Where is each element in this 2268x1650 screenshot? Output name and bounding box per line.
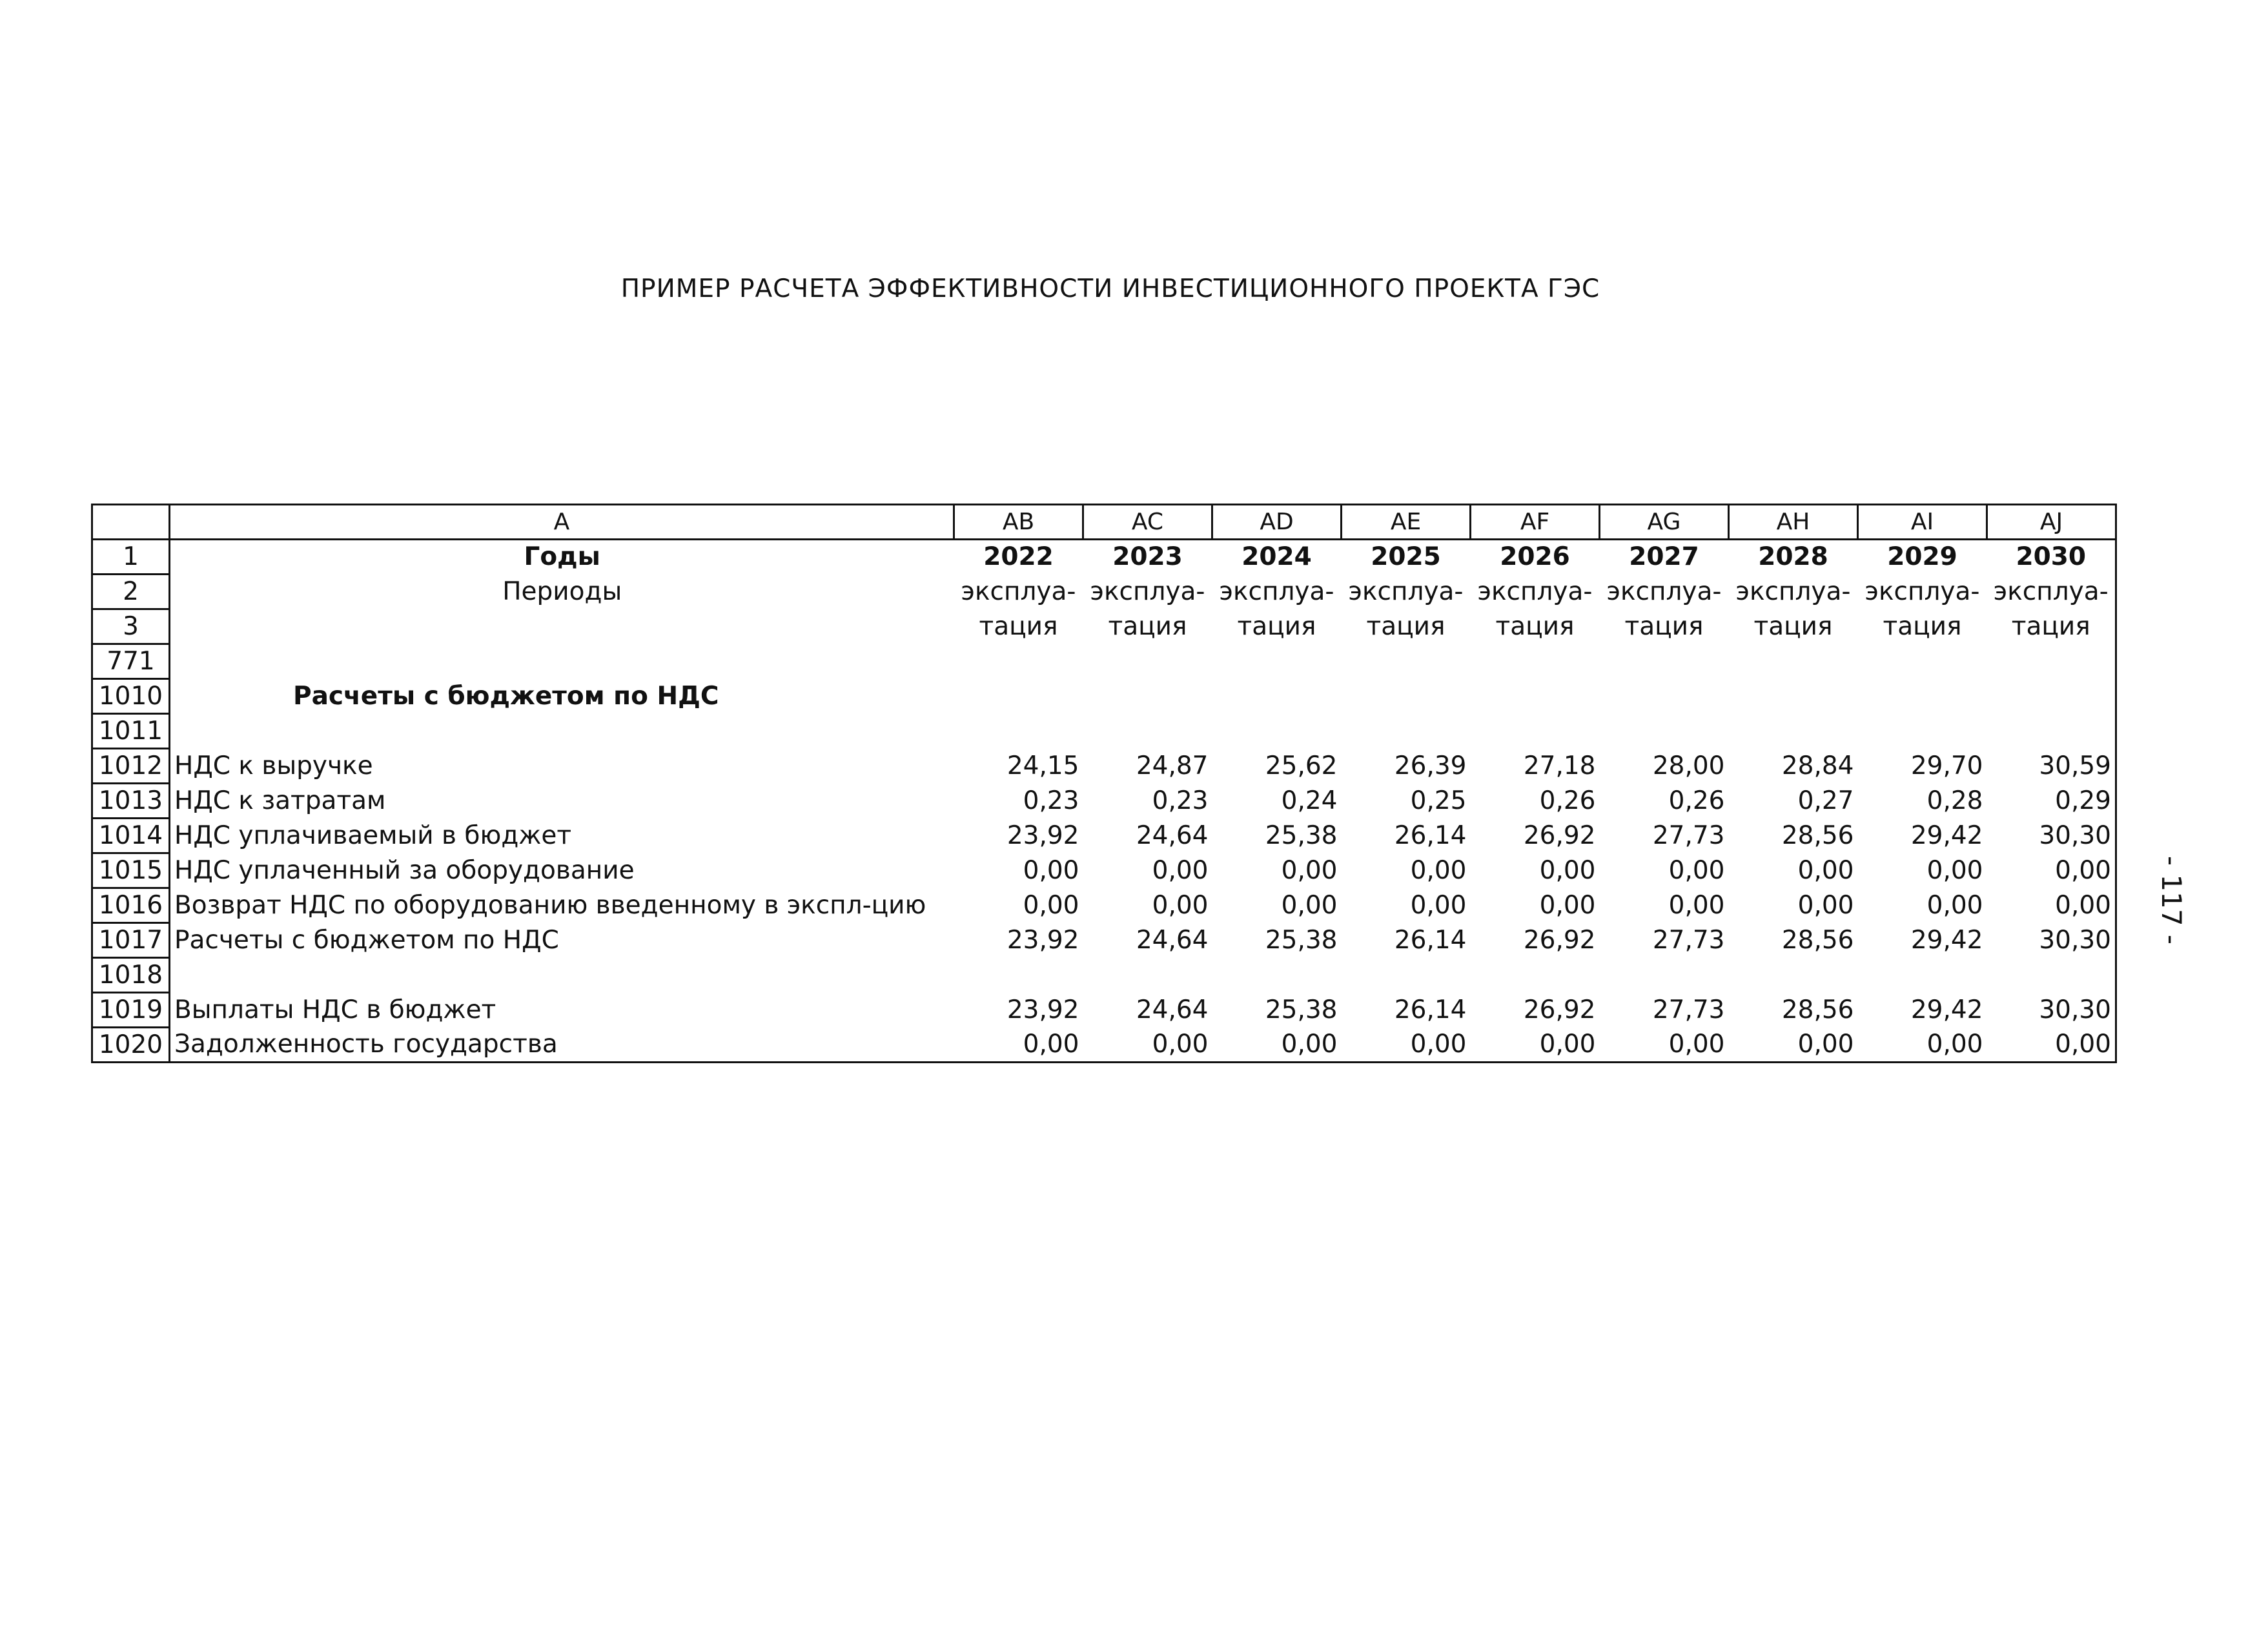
- section-heading: Расчеты с бюджетом по НДС: [170, 679, 954, 714]
- column-header[interactable]: AJ: [1987, 505, 2116, 540]
- table-row: [92, 714, 2116, 749]
- year-cell: 2026: [1500, 542, 1570, 572]
- value-cell: 26,14: [1394, 820, 1467, 850]
- value-cell: 25,38: [1265, 925, 1338, 955]
- value-cell: 29,42: [1910, 820, 1983, 850]
- value-cell: 26,39: [1394, 751, 1467, 780]
- row-label: Расчеты с бюджетом по НДС: [170, 923, 954, 958]
- years-label: Годы: [170, 540, 954, 575]
- value-cell: 0,00: [1471, 1028, 1600, 1063]
- period-cell: тация: [1753, 611, 1833, 641]
- value-cell: [1342, 679, 1471, 714]
- period-cell: эксплуа-: [1606, 576, 1722, 606]
- column-header[interactable]: AG: [1600, 505, 1729, 540]
- value-cell: 26,92: [1523, 995, 1596, 1024]
- value-cell: 0,00: [1729, 1028, 1858, 1063]
- value-cell: 0,00: [1281, 890, 1338, 920]
- value-cell: [1729, 644, 1858, 679]
- row-label: Задолженность государства: [170, 1028, 954, 1063]
- value-cell: [954, 644, 1083, 679]
- value-cell: [1987, 644, 2116, 679]
- period-cell: тация: [1495, 611, 1575, 641]
- value-cell: 23,92: [1006, 995, 1079, 1024]
- value-cell: 0,24: [1281, 786, 1338, 815]
- value-cell: 30,59: [1987, 749, 2116, 784]
- value-cell: [1729, 679, 1858, 714]
- row-label: [170, 958, 954, 993]
- column-header[interactable]: AE: [1342, 505, 1471, 540]
- row-number[interactable]: 1013: [92, 784, 170, 819]
- value-cell: 0,00: [1926, 890, 1983, 920]
- row-label: Возврат НДС по оборудованию введенному в экспл-цию: [170, 888, 954, 923]
- table-row: [92, 853, 2116, 888]
- value-cell: 0,00: [1858, 1028, 1987, 1063]
- value-cell: 24,15: [1006, 751, 1079, 780]
- value-cell: 27,73: [1652, 995, 1725, 1024]
- row-number[interactable]: 1019: [92, 993, 170, 1028]
- value-cell: 24,87: [1136, 751, 1209, 780]
- value-cell: [1471, 714, 1600, 749]
- value-cell: 0,00: [1668, 890, 1725, 920]
- value-cell: 29,42: [1910, 995, 1983, 1024]
- row-number[interactable]: 1016: [92, 888, 170, 923]
- years-row: [92, 540, 2116, 575]
- value-cell: 0,00: [1926, 855, 1983, 885]
- value-cell: [1987, 714, 2116, 749]
- value-cell: 27,18: [1523, 751, 1596, 780]
- period-cell: эксплуа-: [1864, 576, 1980, 606]
- value-cell: 0,29: [1987, 784, 2116, 819]
- value-cell: [1600, 679, 1729, 714]
- row-label: [170, 644, 954, 679]
- value-cell: 28,00: [1652, 751, 1725, 780]
- value-cell: 28,56: [1781, 925, 1854, 955]
- row-number[interactable]: 1011: [92, 714, 170, 749]
- year-cell: 2029: [1887, 542, 1957, 572]
- table-row: [92, 749, 2116, 784]
- value-cell: 30,30: [1987, 993, 2116, 1028]
- row-number[interactable]: 1010: [92, 679, 170, 714]
- column-header[interactable]: AF: [1471, 505, 1600, 540]
- value-cell: [1600, 644, 1729, 679]
- value-cell: [1083, 958, 1212, 993]
- period-cell: эксплуа-: [1219, 576, 1334, 606]
- row-label: [170, 609, 954, 644]
- value-cell: 24,64: [1136, 995, 1209, 1024]
- value-cell: 0,00: [1539, 855, 1596, 885]
- value-cell: [1858, 644, 1987, 679]
- value-cell: [1212, 679, 1342, 714]
- value-cell: [1858, 679, 1987, 714]
- year-cell: 2023: [1112, 542, 1183, 572]
- value-cell: 0,00: [1797, 890, 1854, 920]
- periods-row-continued: [92, 609, 2116, 644]
- value-cell: 26,14: [1394, 925, 1467, 955]
- period-cell: тация: [1108, 611, 1187, 641]
- year-cell: 2025: [1371, 542, 1441, 572]
- year-cell: 2024: [1241, 542, 1312, 572]
- value-cell: [1858, 714, 1987, 749]
- corner-cell: [92, 505, 170, 540]
- value-cell: 0,00: [1410, 890, 1467, 920]
- value-cell: 25,62: [1265, 751, 1338, 780]
- value-cell: 0,00: [1410, 855, 1467, 885]
- periods-row: [92, 575, 2116, 609]
- value-cell: 28,84: [1781, 751, 1854, 780]
- period-cell: эксплуа-: [1348, 576, 1464, 606]
- table-row: [92, 679, 2116, 714]
- value-cell: 0,26: [1539, 786, 1596, 815]
- value-cell: 0,23: [1152, 786, 1209, 815]
- year-cell: 2027: [1629, 542, 1699, 572]
- period-cell: тация: [1624, 611, 1704, 641]
- value-cell: 27,73: [1652, 820, 1725, 850]
- value-cell: 0,00: [1342, 1028, 1471, 1063]
- row-number[interactable]: 1018: [92, 958, 170, 993]
- row-label: НДС к выручке: [170, 749, 954, 784]
- value-cell: [1600, 958, 1729, 993]
- column-header-row: [92, 505, 2116, 540]
- period-cell: эксплуа-: [1090, 576, 1205, 606]
- value-cell: [954, 714, 1083, 749]
- value-cell: [1342, 714, 1471, 749]
- value-cell: 0,00: [1987, 853, 2116, 888]
- row-label: НДС к затратам: [170, 784, 954, 819]
- value-cell: 0,00: [1987, 1028, 2116, 1063]
- value-cell: [1342, 644, 1471, 679]
- value-cell: 0,27: [1797, 786, 1854, 815]
- value-cell: 0,00: [1987, 888, 2116, 923]
- period-cell: эксплуа-: [1987, 575, 2116, 609]
- value-cell: 26,14: [1394, 995, 1467, 1024]
- value-cell: 0,00: [1152, 890, 1209, 920]
- value-cell: 30,30: [1987, 819, 2116, 853]
- page-title: ПРИМЕР РАСЧЕТА ЭФФЕКТИВНОСТИ ИНВЕСТИЦИОННОГО ПРОЕКТА ГЭС: [620, 274, 1600, 303]
- value-cell: 27,73: [1652, 925, 1725, 955]
- period-cell: тация: [979, 611, 1058, 641]
- period-cell: тация: [1237, 611, 1316, 641]
- value-cell: 0,26: [1668, 786, 1725, 815]
- spreadsheet-table: [91, 504, 2117, 1063]
- column-header[interactable]: AH: [1729, 505, 1858, 540]
- value-cell: [1471, 644, 1600, 679]
- value-cell: [1083, 644, 1212, 679]
- value-cell: [1729, 714, 1858, 749]
- value-cell: 30,30: [1987, 923, 2116, 958]
- year-cell: 2028: [1758, 542, 1828, 572]
- value-cell: 26,92: [1523, 925, 1596, 955]
- value-cell: 26,92: [1523, 820, 1596, 850]
- value-cell: 0,25: [1410, 786, 1467, 815]
- value-cell: [1858, 958, 1987, 993]
- value-cell: 24,64: [1136, 820, 1209, 850]
- value-cell: [1987, 679, 2116, 714]
- column-header[interactable]: AB: [954, 505, 1083, 540]
- row-number[interactable]: 1: [92, 540, 170, 575]
- value-cell: [1212, 958, 1342, 993]
- table-row: [92, 819, 2116, 853]
- column-header[interactable]: AD: [1212, 505, 1342, 540]
- row-number[interactable]: 1020: [92, 1028, 170, 1063]
- value-cell: [1987, 958, 2116, 993]
- row-label: [170, 714, 954, 749]
- value-cell: [1212, 644, 1342, 679]
- value-cell: [1729, 958, 1858, 993]
- value-cell: 0,00: [1023, 890, 1079, 920]
- value-cell: [1471, 958, 1600, 993]
- period-cell: эксплуа-: [961, 576, 1076, 606]
- period-cell: эксплуа-: [1477, 576, 1593, 606]
- value-cell: 0,00: [954, 1028, 1083, 1063]
- value-cell: [1083, 679, 1212, 714]
- value-cell: 0,00: [1797, 855, 1854, 885]
- value-cell: [1342, 958, 1471, 993]
- table-row: [92, 644, 2116, 679]
- value-cell: 0,00: [1281, 855, 1338, 885]
- value-cell: 0,00: [1023, 855, 1079, 885]
- row-label: НДС уплаченный за оборудование: [170, 853, 954, 888]
- period-cell: эксплуа-: [1735, 576, 1851, 606]
- value-cell: 0,23: [1023, 786, 1079, 815]
- value-cell: 28,56: [1781, 995, 1854, 1024]
- row-label: НДС уплачиваемый в бюджет: [170, 819, 954, 853]
- row-number[interactable]: 1012: [92, 749, 170, 784]
- value-cell: 23,92: [1006, 925, 1079, 955]
- period-cell: тация: [1366, 611, 1446, 641]
- value-cell: [1600, 714, 1729, 749]
- period-cell: тация: [1987, 609, 2116, 644]
- value-cell: 29,42: [1910, 925, 1983, 955]
- value-cell: 25,38: [1265, 820, 1338, 850]
- value-cell: 23,92: [1006, 820, 1079, 850]
- row-number[interactable]: 771: [92, 644, 170, 679]
- table-row: [92, 784, 2116, 819]
- value-cell: [1471, 679, 1600, 714]
- value-cell: [954, 958, 1083, 993]
- year-cell: 2022: [983, 542, 1054, 572]
- value-cell: 29,70: [1910, 751, 1983, 780]
- column-header[interactable]: AC: [1083, 505, 1212, 540]
- value-cell: 0,00: [1600, 1028, 1729, 1063]
- table-row: [92, 958, 2116, 993]
- row-label: Выплаты НДС в бюджет: [170, 993, 954, 1028]
- column-header[interactable]: A: [170, 505, 954, 540]
- value-cell: [1083, 714, 1212, 749]
- row-number[interactable]: 3: [92, 609, 170, 644]
- value-cell: 28,56: [1781, 820, 1854, 850]
- table-row: [92, 1028, 2116, 1063]
- value-cell: 0,00: [1668, 855, 1725, 885]
- value-cell: 0,00: [1083, 1028, 1212, 1063]
- value-cell: 0,28: [1926, 786, 1983, 815]
- table-row: [92, 888, 2116, 923]
- column-header[interactable]: AI: [1858, 505, 1987, 540]
- table-row: [92, 993, 2116, 1028]
- value-cell: 24,64: [1136, 925, 1209, 955]
- row-number[interactable]: 1017: [92, 923, 170, 958]
- periods-label: Периоды: [170, 575, 954, 609]
- value-cell: [954, 679, 1083, 714]
- row-number[interactable]: 2: [92, 575, 170, 609]
- year-cell: 2030: [1987, 540, 2116, 575]
- page-number: - 117 -: [2156, 855, 2188, 945]
- value-cell: [1212, 714, 1342, 749]
- value-cell: 0,00: [1152, 855, 1209, 885]
- row-number[interactable]: 1015: [92, 853, 170, 888]
- value-cell: 0,00: [1212, 1028, 1342, 1063]
- period-cell: тация: [1883, 611, 1962, 641]
- table-row: [92, 923, 2116, 958]
- row-number[interactable]: 1014: [92, 819, 170, 853]
- value-cell: 0,00: [1539, 890, 1596, 920]
- value-cell: 25,38: [1265, 995, 1338, 1024]
